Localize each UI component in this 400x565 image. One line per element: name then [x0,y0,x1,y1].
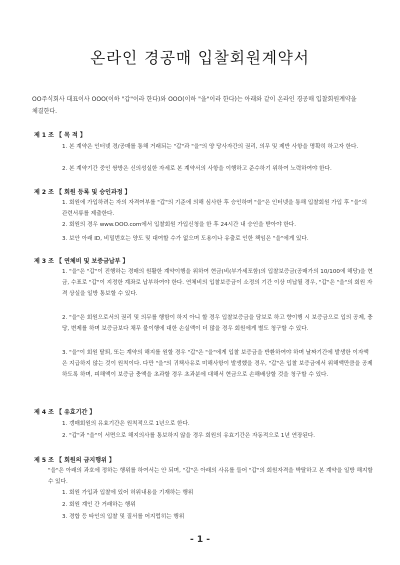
article-2-heading: 제 2 조 【 회원 등록 및 승인과정 】 [34,189,131,196]
article-2-item-1: 1. 회원에 가입하려는 자의 자격여부를 "갑"의 기준에 의해 심사한 후 승인하며 "을"은 인터넷을 통해 입찰회원 가입 후 "을"의 관련서류를 제출한다. [62,200,367,217]
article-5-item-1: 1. 회원 가입과 입찰에 있어 허위내용을 기재하는 행위 [62,490,194,496]
page-number: - 1 - [190,535,210,545]
article-3-item-2: 2. "을"은 회원으로서의 권리 및 의무를 행함이 하지 아니 할 경우 입찰보증금을 담보로 하고 향이행 시 보증금으로 입의 공제, 충당, 변제를 하며 보증금보다 채무 불이행에 대한 손실액이 더 많을 경우 회원에게 별도 청구할 수 있다. [62,315,373,332]
article-5-heading: 제 5 조 【 회원의 금지행위 】 [34,457,115,464]
article-3-heading: 제 3 조 【 연체비 및 보증금납부 】 [34,258,129,265]
article-2-item-2: 2. 회원의 경우 www.OOO.com에서 입찰회원 가입신청을 한 후 24시간 내 승인을 받아야 한다. [62,222,296,228]
article-5-item-3: 3. 경합 등 타인의 입찰 및 질서를 어지럽히는 행위 [62,514,185,520]
intro-paragraph: OO주식회사 대표이사 OOO(이하 "갑"이라 한다)와 OOO(이하 "을"이라 한다)는 아래와 같이 온라인 경공매 입찰회원계약을 체결한다. [32,96,357,115]
article-2-item-3: 3. 보안 아래 ID, 비밀번호는 양도 및 대여할 수가 없으며 도용이나 유출로 인한 책임은 "을"에게 있다. [62,236,309,242]
page-title: 온라인 경공매 입찰회원계약서 [90,49,310,67]
article-1-heading: 제 1 조 【 목 적 】 [34,132,86,139]
article-4-item-2: 2. "갑"과 "을"이 서면으로 해지의사를 통보하지 않을 경우 회원의 유효기간은 자동적으로 1년 연장된다. [62,433,316,439]
article-1-item-1: 1. 본 계약은 인터넷 경/공매를 통해 거래되는 "갑"과 "을"의 양 당사자간의 권리, 의무 및 제반 사항을 명확히 하고자 한다. [62,144,359,150]
article-3-item-1: 1. "을"은 "갑"이 진행하는 경매의 원활한 계약이행을 위하여 현금(비(부가세포함)의 입찰보증금(공매가의 10/100에 해당)을 현금, 수표로 "갑"이 지정한 계좌로 납부하여야 한다. 연체비의 입찰보증금이 소정의 기간 이상 미납될 경우, "갑"은 "을"의 회원 자격 상실을 일방 통보할 수 있다. [62,269,373,297]
article-5-item-2: 2. 회원 계인 간 거래하는 행위 [62,502,136,508]
article-1-item-2: 2. 본 계약기간 중인 쌍방은 신의성실한 자세로 본 계약서의 사항을 이행하고 준수하기 위하여 노력하여야 한다. [62,166,332,172]
article-5-intro: "을"은 아래의 과호에 정하는 행위를 하여서는 안 되며, "갑"은 아래의 사유를 들어 "갑"의 회원자격을 박탈하고 본 계약을 일방 해지할 수 있다. [48,468,373,485]
article-4-heading: 제 4 조 【 유효기간 】 [34,409,96,416]
article-3-item-3: 3. "을"이 회원 탈퇴, 또는 계약의 해지를 원할 경우 "갑"은 "을"에게 입찰 보증금을 반환하여야 하며 날짜기간에 발생한 이자액은 지급하지 않는 것이 원칙이다. 다만 "을"의 귀책사유로 미해사항이 발생했을 경우, "갑"은 입찰 보증금에서 위해액만큼을 공제하도록 하며, 피해액이 보증금 충액을 초과할 경우 초과분에 대해서 현금으로 손해배상할 것을 청구할 수 있다. [62,350,373,378]
article-4-item-1: 1. 갱매회원의 유효기간은 원칙적으로 1년으로 한다. [62,421,190,427]
